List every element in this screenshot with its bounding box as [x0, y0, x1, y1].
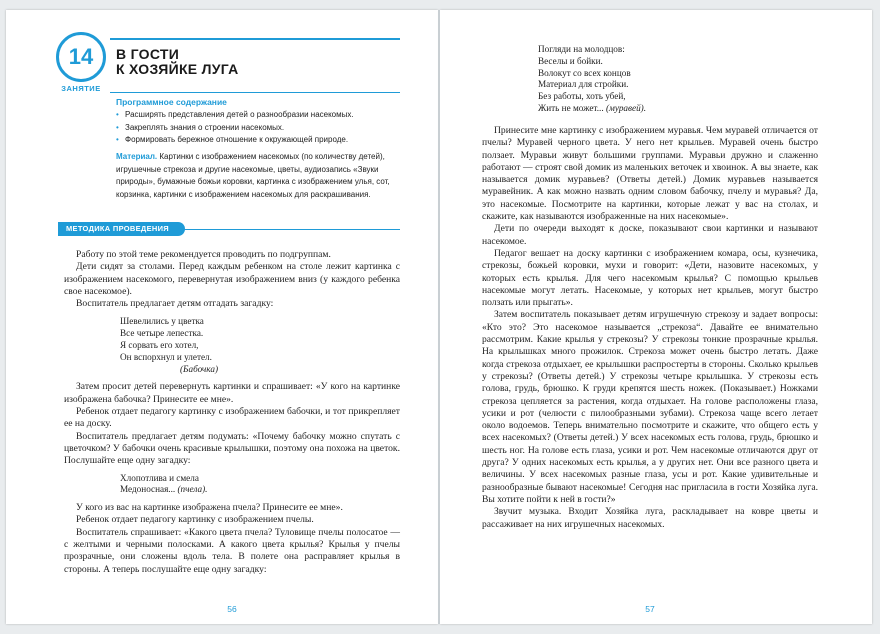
material-label: Материал.	[116, 152, 158, 161]
page-number-right: 57	[645, 604, 655, 614]
verse-line	[538, 103, 646, 115]
lesson-title	[116, 47, 239, 77]
paragraph: Воспитатель предлагает детям отгадать загадку:	[76, 298, 274, 310]
riddle-answer: (пчела).	[177, 484, 208, 495]
method-heading: МЕТОДИКА ПРОВЕДЕНИЯ	[58, 222, 185, 236]
page-number-left: 56	[227, 604, 237, 614]
riddle-2	[64, 473, 400, 497]
paragraph: Затем воспитатель показывает детям игрушечную стрекозу и задает вопросы: «Кто это? Это насекомое называется „стрекоза“. Давайте ее внимательно рассмотрим. Какие крылья у стрекозы? У стрекозы тонкие прозрачные крылья. На крылышках много прожилок. Стрекоза может очень быстро летать. Даже когда стрекоза отдыхает, ее крылышки распростерты в стороны. Сколько крыльев у стрекозы? (Ответы детей.) У стрекозы четыре крылышка. У стрекозы есть голова, грудь, брюшко. К груди крепятся шесть ножек. (Показывает.) Ножками стрекоза цепляется за растения, когда отдыхает. На голове расположены глаза, усики и рот (челюсти с пилообразными зубами). Стрекоза чаще всего летает около водоемов. Теперь внимательно посмотрите и скажите, что общего есть у всех насекомых? (Ответы детей.) У всех насекомых есть голова, грудь, брюшко и шесть ног. На голове есть глаза, усики и рот. Чем насекомые отличаются друг от друга? У одних насекомых есть крылья, а у других нет. Они все разного цвета и величины. У всех насекомых разные глаза, усы и рот. Какие удивительные и разнообразные бывают насекомые! Сегодня нас пригласила в гости Хозяйка луга. Вы хотите пойти к ней в гости?»	[482, 309, 818, 505]
verse-line: Без работы, хоть убей,	[538, 91, 626, 102]
paragraph: Ребенок отдает педагогу картинку с изображением бабочки, и тот прикрепляет ее на доску.	[64, 406, 400, 430]
verse-line: Шевелились у цветка	[120, 316, 204, 327]
book-spine	[438, 10, 440, 624]
program-item: • Расширять представления детей о разнообразии насекомых.	[116, 109, 406, 122]
right-body	[482, 125, 818, 531]
paragraph: Ребенок отдает педагогу картинку с изображением пчелы.	[76, 514, 314, 526]
riddle-1	[64, 316, 400, 375]
paragraph: Принесите мне картинку с изображением муравья. Чем муравей отличается от пчелы? Муравей черного цвета. У него нет крыльев. Муравей очень быстро ползает. Муравьи живут большими группами. Муравьи дружно и слаженно работают — строят свой домик из маленьких веточек и хвоинок. А вы знаете, как называется домик муравьев? (Ответы детей.) Домик муравьев называется муравейник. А как можно назвать одним словом бабочку, пчелу и муравья? Да, это насекомые. Посмотрите на картинки, которые лежат у вас на столах, и скажите, как называются изображенные на них насекомые».	[482, 125, 818, 223]
paragraph: Воспитатель спрашивает: «Какого цвета пчела? Туловище пчелы полосатое — с желтыми и черными полосками. А какого цвета крылья? Крылья у пчелы прозрачные, они сложены вдоль тела. В полете она расправляет крылья в стороны. А теперь послушайте еще одну загадку:	[64, 526, 400, 575]
left-body	[64, 249, 400, 576]
paragraph: У кого из вас на картинке изображена пчела? Принесите ее мне».	[76, 502, 343, 514]
program-heading: Программное содержание	[116, 97, 227, 107]
program-item: • Закреплять знания о строении насекомых.	[116, 122, 406, 135]
paragraph: Работу по этой теме рекомендуется проводить по подгруппам.	[76, 249, 331, 260]
material-text: Картинки с изображением насекомых (по количеству детей), игрушечные стрекоза и другие насекомые, цветы, аудиозапись «Звуки природы», бумажные божьи коровки, картинка с изображением улья, сот, корзинка, картинки с изображением насекомых для раскрашивания.	[116, 152, 390, 199]
verse-line: Материал для стройки.	[538, 79, 629, 90]
lesson-title-line2: К ХОЗЯЙКЕ ЛУГА	[116, 61, 239, 77]
verse-text: Медоносная...	[120, 484, 176, 495]
verse-line: Он вспорхнул и улетел.	[120, 351, 212, 362]
title-rule-top	[110, 38, 400, 40]
program-list	[116, 109, 406, 147]
paragraph: Звучит музыка. Входит Хозяйка луга, раскладывает на ковре цветы и рассаживает на них игрушечных насекомых.	[482, 506, 818, 530]
material-block	[116, 151, 401, 201]
paragraph: Дети сидят за столами. Перед каждым ребенком на столе лежит картинка с изображением насекомого, перевернутая изображением вниз (у каждого ребенка свое насекомое).	[64, 261, 400, 297]
paragraph: Воспитатель предлагает детям подумать: «Почему бабочку можно спутать с цветочком? У бабочки очень красивые крылышки, поэтому она похожа на цветок. Послушайте еще одну загадку:	[64, 430, 400, 467]
riddle-answer: (Бабочка)	[180, 363, 219, 374]
lesson-number-badge: 14	[56, 32, 106, 82]
verse-text: Жить не может...	[538, 102, 604, 113]
lesson-title-line1: В ГОСТИ	[116, 46, 180, 62]
lesson-label: ЗАНЯТИЕ	[61, 84, 101, 93]
verse-line: Погляди на молодцов:	[538, 44, 625, 54]
verse-line	[120, 484, 400, 496]
paragraph: Дети по очереди выходят к доске, показывают свои картинки и называют насекомое.	[482, 223, 818, 247]
title-rule-bottom	[110, 92, 400, 93]
verse-line: Все четыре лепестка.	[120, 328, 204, 339]
verse-line: Волокут со всех концов	[538, 67, 631, 78]
paragraph: Педагог вешает на доску картинки с изображением комара, осы, кузнечика, стрекозы, божьей коровки, мухи и говорит: «Дети, назовите насекомых, у которых есть крылья. Для чего насекомым крылья? С помощью крыльев насекомые могут летать. Насекомые, у которых нет крыльев, могут быстро ползать или прыгать».	[482, 247, 818, 309]
verse-line: Я сорвать его хотел,	[120, 340, 199, 351]
paragraph: Затем просит детей перевернуть картинки и спрашивает: «У кого на картинке изображена бабочка? Принесите ее мне».	[64, 381, 400, 405]
program-item: • Формировать бережное отношение к окружающей природе.	[116, 134, 406, 147]
verse-line: Хлопотлива и смела	[120, 472, 199, 483]
right-verse	[538, 44, 646, 115]
riddle-answer: (муравей).	[605, 102, 647, 113]
verse-line: Веселы и бойки.	[538, 55, 603, 66]
